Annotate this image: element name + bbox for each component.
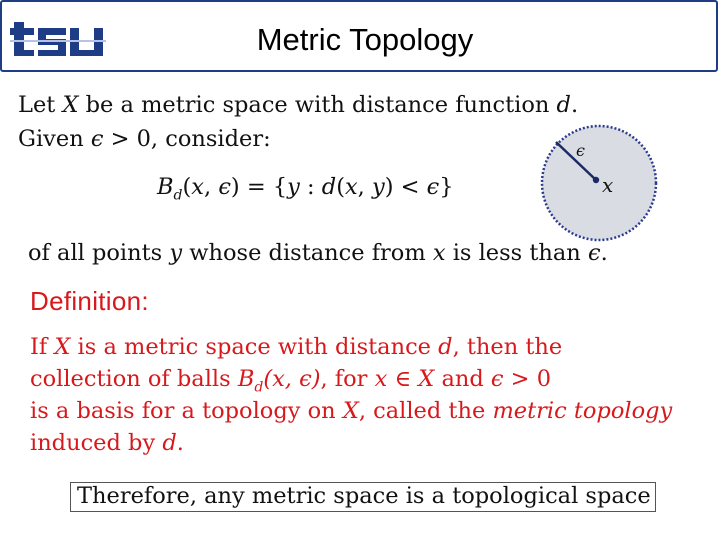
center-point [593,177,599,183]
conclusion-text: Therefore, any metric space is a topological space [77,483,651,509]
conclusion-box [70,482,656,512]
intro-line-2: Given ϵ > 0, consider: [18,126,271,152]
svg-text:tsu: tsu [58,63,60,64]
ball-definition-formula: $B_d(x$, ϵ) = {y : d(x, y) < ϵ} [157,174,454,204]
x-label: x [602,173,614,197]
definition-line-4: induced by d. [30,430,184,456]
slide-title: Metric Topology [256,22,474,57]
epsilon-label: ϵ [576,141,585,160]
definition-line-1: If X is a metric space with distance d, then the [30,334,563,360]
definition-line-2: collection of balls $B_d(x$, ϵ), for x ∈ X and ϵ > 0 [30,366,552,396]
title-bar [0,0,718,72]
definition-line-3: is a basis for a topology on X, called the metric topology [30,398,673,424]
ball-circle [542,126,656,240]
definition-heading: Definition: [30,286,149,316]
ball-description-sentence: of all points y whose distance from x is less than ϵ. [28,240,608,266]
open-ball-diagram [538,122,660,244]
intro-line-1: Let X be a metric space with distance function d. [18,92,579,118]
